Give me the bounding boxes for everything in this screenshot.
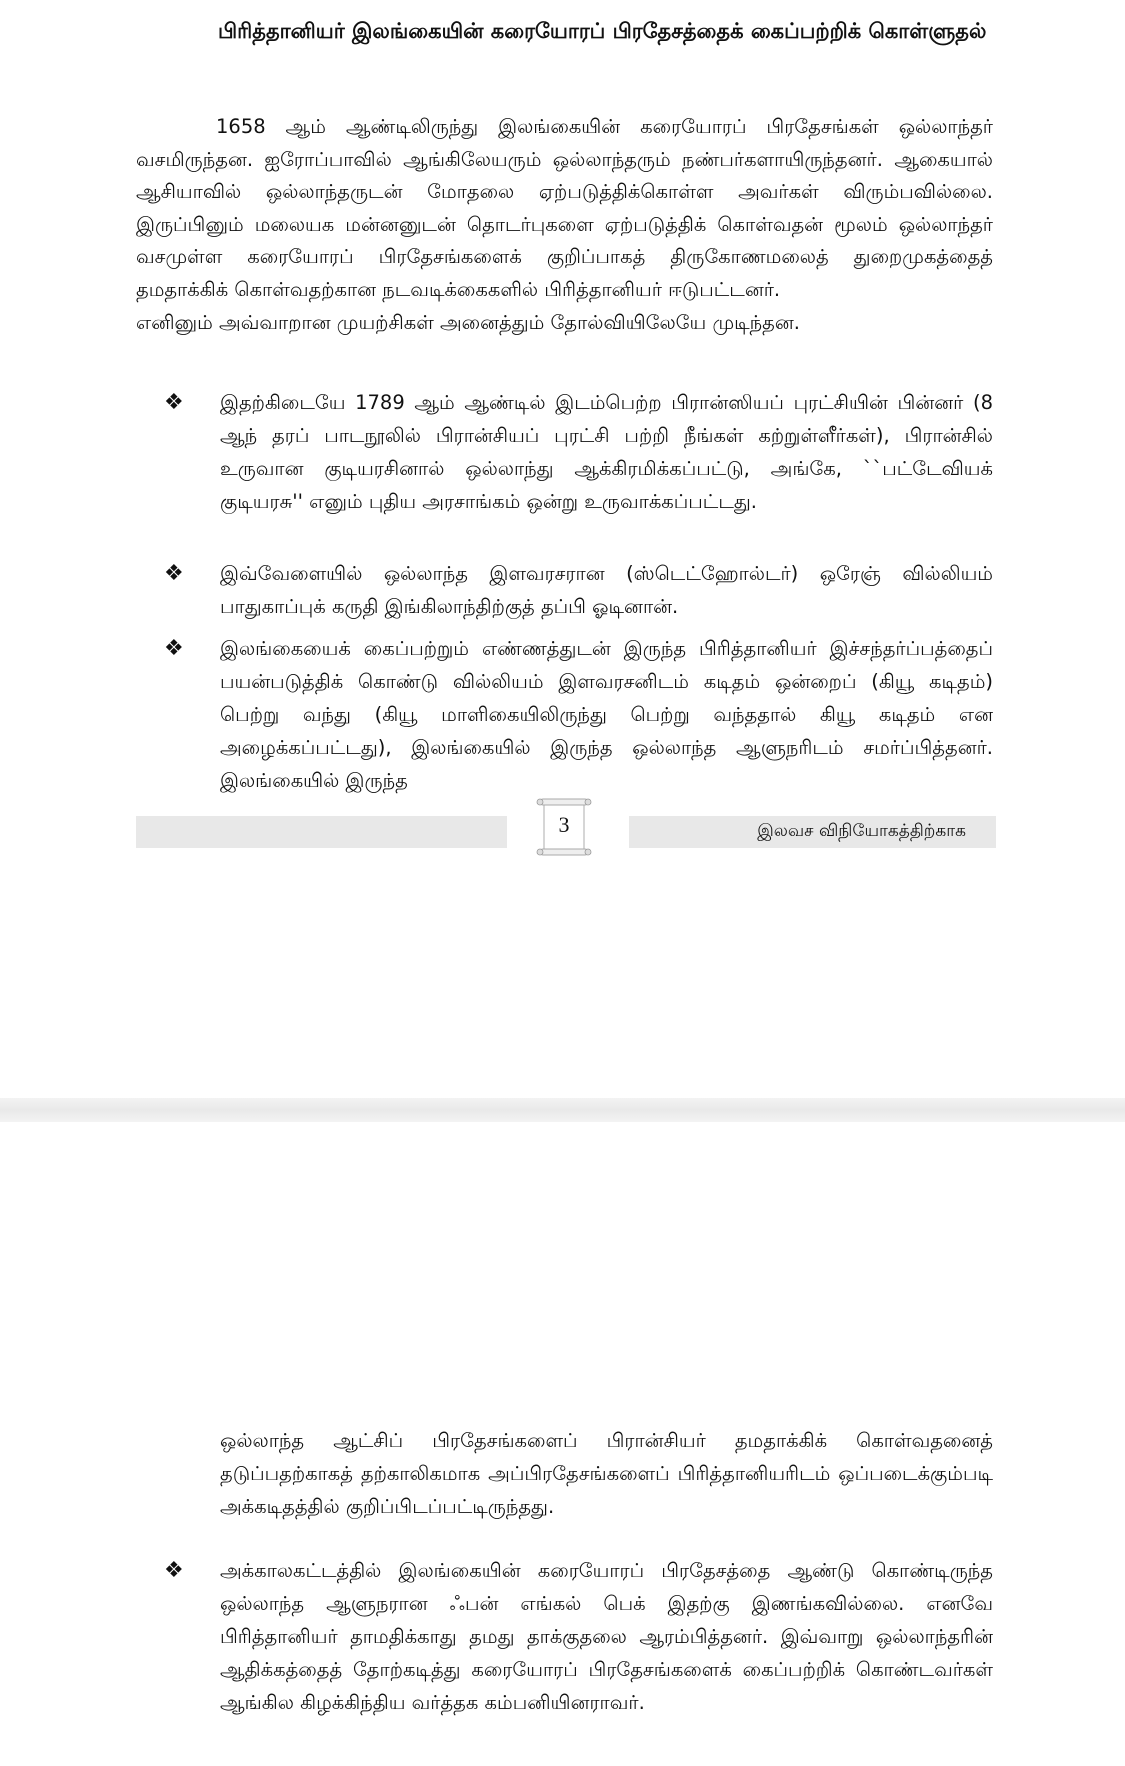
document-page-2	[0, 1122, 1125, 1766]
footer-bar-left	[136, 816, 507, 848]
page-separator	[0, 1098, 1125, 1122]
page-number-scroll-icon	[534, 796, 594, 858]
bullet-text: இவ்வேளையில் ஒல்லாந்த இளவரசரான (ஸ்டெட்ஹோல்டர்) ஒரேஞ் வில்லியம் பாதுகாப்புக் கருதி இங்கிலாந்திற்குத் தப்பி ஓடினான்.	[220, 562, 993, 618]
bullet-item	[136, 1554, 993, 1719]
bullet-item	[136, 557, 993, 623]
bullet-diamond-icon: ❖	[164, 390, 184, 415]
bullet-diamond-icon: ❖	[164, 561, 184, 586]
footer-text: இலவச விநியோகத்திற்காக	[757, 821, 966, 841]
bullet-item	[136, 386, 993, 518]
intro-last-line: எனினும் அவ்வாறான முயற்சிகள் அனைத்தும் தோல்வியிலேயே முடிந்தன.	[136, 310, 800, 334]
bullet-item	[136, 632, 993, 797]
bullet-text: இலங்கையைக் கைப்பற்றும் எண்ணத்துடன் இருந்த பிரித்தானியர் இச்சந்தர்ப்பத்தைப் பயன்படுத்திக் கொண்டு வில்லியம் இளவரசனிடம் கடிதம் ஒன்றைப் (கியூ கடிதம்) பெற்று வந்து (கியூ மாளிகையிலிருந்து பெற்று வந்ததால் கியூ கடிதம் என அழைக்கப்பட்டது), இலங்கையில் இருந்த ஒல்லாந்த ஆளுநரிடம் சமர்ப்பித்தனர். இலங்கையில் இருந்த	[220, 637, 993, 792]
bullet-diamond-icon: ❖	[164, 1558, 184, 1583]
footer-bar-right	[629, 816, 996, 848]
section-heading: பிரித்தானியர் இலங்கையின் கரையோரப் பிரதேசத்தைக் கைப்பற்றிக் கொள்ளுதல்	[218, 19, 987, 43]
intro-paragraph	[136, 111, 993, 339]
page-number: 3	[558, 812, 570, 837]
bullet-text: இதற்கிடையே 1789 ஆம் ஆண்டில் இடம்பெற்ற பிரான்ஸியப் புரட்சியின் பின்னர் (8 ஆந் தரப் பாடநூலில் பிரான்சியப் புரட்சி பற்றி நீங்கள் கற்றுள்ளீர்கள்), பிரான்சில் உருவான குடியரசினால் ஒல்லாந்து ஆக்கிரமிக்கப்பட்டு, அங்கே, ``பட்டேவியக் குடியரசு'' எனும் புதிய அரசாங்கம் ஒன்று உருவாக்கப்பட்டது.	[220, 391, 993, 513]
bullet-text: அக்காலகட்டத்தில் இலங்கையின் கரையோரப் பிரதேசத்தை ஆண்டு கொண்டிருந்த ஒல்லாந்த ஆளுநரான ஃபன் எங்கல் பெக் இதற்கு இணங்கவில்லை. எனவே பிரித்தானியர் தாமதிக்காது தமது தாக்குதலை ஆரம்பித்தனர். இவ்வாறு ஒல்லாந்தரின் ஆதிக்கத்தைத் தோற்கடித்து கரையோரப் பிரதேசங்களைக் கைப்பற்றிக் கொண்டவர்கள் ஆங்கில கிழக்கிந்திய வர்த்தக கம்பனியினராவர்.	[220, 1559, 993, 1714]
continuation-paragraph: ஒல்லாந்த ஆட்சிப் பிரதேசங்களைப் பிரான்சியர் தமதாக்கிக் கொள்வதனைத் தடுப்பதற்காகத் தற்காலிகமாக அப்பிரதேசங்களைப் பிரித்தானியரிடம் ஒப்படைக்கும்படி அக்கடிதத்தில் குறிப்பிடப்பட்டிருந்தது.	[220, 1429, 993, 1518]
intro-text: 1658 ஆம் ஆண்டிலிருந்து இலங்கையின் கரையோரப் பிரதேசங்கள் ஒல்லாந்தர் வசமிருந்தன. ஐரோப்பாவில் ஆங்கிலேயரும் ஒல்லாந்தரும் நண்பர்களாயிருந்தனர். ஆகையால் ஆசியாவில் ஒல்லாந்தருடன் மோதலை ஏற்படுத்திக்கொள்ள அவர்கள் விரும்பவில்லை. இருப்பினும் மலையக மன்னனுடன் தொடர்புகளை ஏற்படுத்திக் கொள்வதன் மூலம் ஒல்லாந்தர் வசமுள்ள கரையோரப் பிரதேசங்களைக் குறிப்பாகத் திருகோணமலைத் துறைமுகத்தைத் தமதாக்கிக் கொள்வதற்கான நடவடிக்கைகளில் பிரித்தானியர் ஈடுபட்டனர்.	[136, 115, 993, 301]
bullet-diamond-icon: ❖	[164, 636, 184, 661]
